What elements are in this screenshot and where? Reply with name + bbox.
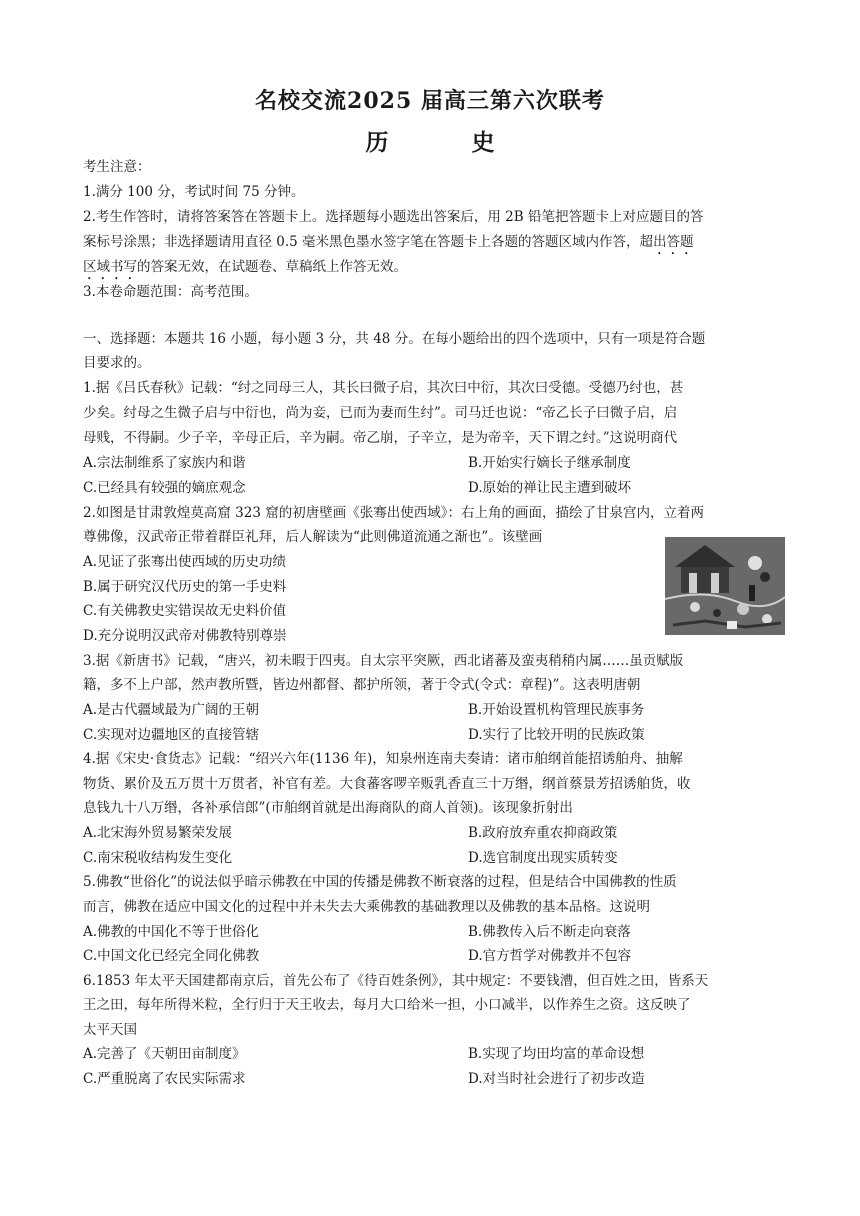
q1-option-a: A.宗法制维系了家族内和谐 xyxy=(83,455,246,471)
q3-option-d: D.实行了比较开明的民族政策 xyxy=(468,727,645,743)
question-3-line-1: 3.据《新唐书》记载，“唐兴，初未暇于四夷。自太宗平突厥，西北诸蕃及蛮夷稍稍内属……虽贡赋版 xyxy=(83,653,684,669)
question-6-line-2: 王之田，每年所得米粒，全行归于天王收去，每月大口给米一担，小口减半，以作养生之资。这反映了 xyxy=(83,997,691,1013)
question-1-line-1: 1.据《吕氏春秋》记载：“纣之同母三人，其长曰微子启，其次曰中衍，其次曰受德。受德乃纣也，甚 xyxy=(83,380,684,396)
question-2-line-1: 2.如图是甘肃敦煌莫高窟 323 窟的初唐壁画《张骞出使西域》：右上角的画面，描绘了甘泉宫内，立着两 xyxy=(83,505,704,521)
question-5-line-2: 而言，佛教在适应中国文化的过程中并未失去大乘佛教的基础教理以及佛教的基本品格。这说明 xyxy=(83,899,650,915)
mural-illustration xyxy=(665,537,785,635)
q4-option-a: A.北宋海外贸易繁荣发展 xyxy=(83,825,233,841)
q5-option-a: A.佛教的中国化不等于世俗化 xyxy=(83,924,260,940)
q2-option-d: D.充分说明汉武帝对佛教特别尊崇 xyxy=(83,628,287,644)
section-heading-line-1: 一、选择题：本题共 16 小题，每小题 3 分，共 48 分。在每小题给出的四个选项中，只有一项是符合题 xyxy=(83,331,706,347)
question-4-line-3: 息钱九十八万缗，各补承信郎”(市舶纲首就是出海商队的商人首领)。该现象折射出 xyxy=(83,800,573,816)
notice-heading: 考生注意： xyxy=(83,159,151,175)
q6-option-c: C.严重脱离了农民实际需求 xyxy=(83,1071,246,1087)
question-4-line-1: 4.据《宋史·食货志》记载：“绍兴六年(1136 年)，知泉州连南夫奏请：诸市舶纲首能招诱舶舟、抽解 xyxy=(83,751,683,767)
q3-option-c: C.实现对边疆地区的直接管辖 xyxy=(83,727,260,743)
notice-item-2-line-2 xyxy=(83,232,783,258)
question-1-line-3: 母贱，不得嗣。少子辛，辛母正后，辛为嗣。帝乙崩，子辛立，是为帝辛，天下谓之纣。”这说明商代 xyxy=(83,430,678,446)
q6-option-d: D.对当时社会进行了初步改造 xyxy=(468,1071,645,1087)
q4-option-c: C.南宋税收结构发生变化 xyxy=(83,850,233,866)
question-6-line-1: 6.1853 年太平天国建都南京后，首先公布了《待百姓条例》，其中规定：不要钱漕，但百姓之田，皆系天 xyxy=(83,973,709,989)
notice-item-1: 1.满分 100 分，考试时间 75 分钟。 xyxy=(83,184,305,200)
question-4-line-2: 物货、累价及五万贯十万贯者，补官有差。大食蕃客啰辛贩乳香直三十万缗，纲首蔡景芳招诱舶货，收 xyxy=(83,776,691,792)
emphasized-text: 出答题 xyxy=(653,234,694,250)
emphasized-text: 区域书写 xyxy=(83,259,137,275)
q4-option-d: D.选官制度出现实质转变 xyxy=(468,850,618,866)
q2-option-b: B.属于研究汉代历史的第一手史料 xyxy=(83,579,287,595)
notice-item-2-line-1: 2.考生作答时，请将答案答在答题卡上。选择题每小题选出答案后，用 2B 铅笔把答题卡上对应题目的答 xyxy=(83,209,704,225)
q3-option-a: A.是古代疆域最为广阔的王朝 xyxy=(83,702,260,718)
subject-title: 历 史 xyxy=(365,129,525,156)
q5-option-b: B.佛教传入后不断走向衰落 xyxy=(468,924,631,940)
q5-option-d: D.官方哲学对佛教并不包容 xyxy=(468,948,632,964)
q2-option-a: A.见证了张骞出使西域的历史功绩 xyxy=(83,554,287,570)
q5-option-c: C.中国文化已经完全同化佛教 xyxy=(83,948,260,964)
question-3-line-2: 籍，多不上户部，然声教所暨，皆边州都督、都护所领，著于令式(令式：章程)”。这表明唐朝 xyxy=(83,677,641,693)
notice-text: 案标号涂黑；非选择题请用直径 0.5 毫米黑色墨水签字笔在答题卡上各题的答题区域内作答，超 xyxy=(83,234,654,250)
question-5-line-1: 5.佛教“世俗化”的说法似乎暗示佛教在中国的传播是佛教不断衰落的过程，但是结合中国佛教的性质 xyxy=(83,874,677,890)
q1-option-b: B.开始实行嫡长子继承制度 xyxy=(468,455,631,471)
mural-image xyxy=(665,537,785,635)
q2-option-c: C.有关佛教史实错误故无史料价值 xyxy=(83,603,287,619)
q6-option-b: B.实现了均田均富的革命设想 xyxy=(468,1046,645,1062)
notice-text: 的答案无效，在试题卷、草稿纸上作答无效。 xyxy=(137,259,407,275)
q6-option-a: A.完善了《天朝田亩制度》 xyxy=(83,1046,246,1062)
question-1-line-2: 少矣。纣母之生微子启与中衍也，尚为妾，已而为妻而生纣”。司马迁也说：“帝乙长子曰微子启，启 xyxy=(83,405,678,421)
question-6-line-3: 太平天国 xyxy=(83,1022,137,1038)
exam-title: 名校交流2025 届高三第六次联考 xyxy=(255,88,605,114)
section-heading-line-2: 目要求的。 xyxy=(83,355,151,371)
notice-item-3: 3.本卷命题范围：高考范围。 xyxy=(83,284,258,300)
q1-option-d: D.原始的禅让民主遭到破坏 xyxy=(468,480,632,496)
q3-option-b: B.开始设置机构管理民族事务 xyxy=(468,702,645,718)
notice-item-2-line-3 xyxy=(83,257,783,283)
q4-option-b: B.政府放弃重农抑商政策 xyxy=(468,825,618,841)
question-2-line-2: 尊佛像，汉武帝正带着群臣礼拜，后人解读为“此则佛道流通之渐也”。该壁画 xyxy=(83,529,543,545)
q1-option-c: C.已经具有较强的嫡庶观念 xyxy=(83,480,246,496)
